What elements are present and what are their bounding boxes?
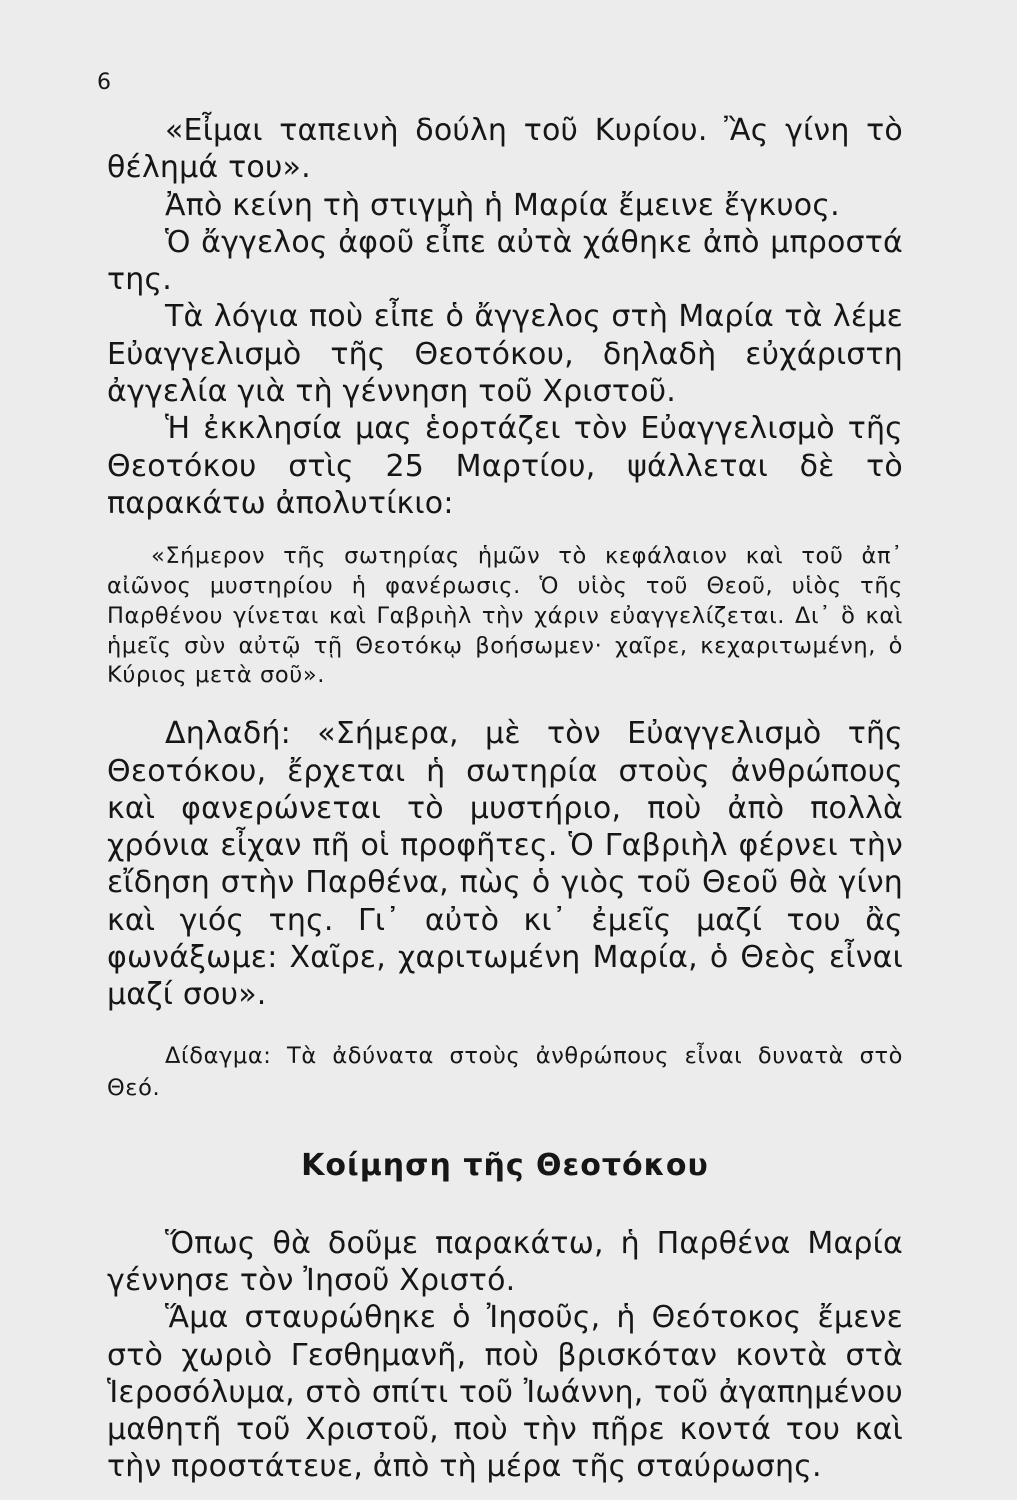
paragraph: Ἀπὸ κείνη τὴ στιγμὴ ἡ Μαρία ἔμεινε ἔγκυος.: [165, 187, 840, 223]
paragraph: Τὰ λόγια ποὺ εἶπε ὁ ἄγγελος στὴ Μαρία τὰ λέμε Εὐαγγελισμὸ τῆς Θεοτόκου, δηλαδὴ εὐχάριστη ἀγγελία γιὰ τὴ γέννηση τοῦ Χριστοῦ.: [107, 299, 903, 410]
explanation-paragraph: Δηλαδή: «Σήμερα, μὲ τὸν Εὐαγγελισμὸ τῆς Θεοτόκου, ἔρχεται ἡ σωτηρία στοὺς ἀνθρώπους καὶ φανερώνεται τὸ μυστήριο, ποὺ ἀπὸ πολλὰ χρόνια εἶχαν πῆ οἱ προφῆτες. Ὁ Γαβριὴλ φέρνει τὴν εἴδηση στὴν Παρθένα, πὼς ὁ γιὸς τοῦ Θεοῦ θὰ γίνη καὶ γιός της. Γι᾿ αὐτὸ κι᾿ ἐμεῖς μαζί του ἂς φωνάξωμε: Χαῖρε, χαριτωμένη Μαρία, ὁ Θεὸς εἶναι μαζί σου».: [107, 716, 903, 1013]
paragraph: Ὅπως θὰ δοῦμε παρακάτω, ἡ Παρθένα Μαρία γέννησε τὸν Ἰησοῦ Χριστό.: [107, 1225, 903, 1298]
section-title: Κοίμηση τῆς Θεοτόκου: [301, 1147, 709, 1183]
paragraph: Ἅμα σταυρώθηκε ὁ Ἰησοῦς, ἡ Θεότοκος ἔμενε στὸ χωριὸ Γεσθημανῆ, ποὺ βρισκόταν κοντὰ στὰ Ἱεροσόλυμα, στὸ σπίτι τοῦ Ἰωάννη, τοῦ ἀγαπημένου μαθητῆ τοῦ Χριστοῦ, ποὺ τὴν πῆρε κοντά του καὶ τὴν προστάτευε, ἀπὸ τὴ μέρα τῆς σταύρωσης.: [107, 1300, 903, 1485]
paragraph: «Εἶμαι ταπεινὴ δούλη τοῦ Κυρίου. Ἂς γίνη τὸ θέλημά του».: [107, 113, 903, 186]
page-content: [107, 112, 903, 1486]
moral-lesson: Δίδαγμα: Τὰ ἀδύνατα στοὺς ἀνθρώπους εἶναι δυνατὰ στὸ Θεό.: [107, 1042, 903, 1101]
paragraph: Ὁ ἄγγελος ἀφοῦ εἶπε αὐτὰ χάθηκε ἀπὸ μπροστά της.: [107, 224, 903, 298]
page-number: 6: [97, 70, 111, 95]
paragraph: Ἡ ἐκκλησία μας ἑορτάζει τὸν Εὐαγγελισμὸ τῆς Θεοτόκου στὶς 25 Μαρτίου, ψάλλεται δὲ τὸ παρακάτω ἀπολυτίκιο:: [107, 411, 903, 521]
hymn-quote: «Σήμερον τῆς σωτηρίας ἡμῶν τὸ κεφάλαιον καὶ τοῦ ἀπ᾿ αἰῶνος μυστηρίου ἡ φανέρωσις. Ὁ υἱὸς τοῦ Θεοῦ, υἱὸς τῆς Παρθένου γίνεται καὶ Γαβριὴλ τὴν χάριν εὐαγγελίζεται. Δι᾿ ὃ καὶ ἡμεῖς σὺν αὐτῷ τῇ Θεοτόκῳ βοήσωμεν· χαῖρε, κεχαριτωμένη, ὁ Κύριος μετὰ σοῦ».: [107, 543, 903, 689]
